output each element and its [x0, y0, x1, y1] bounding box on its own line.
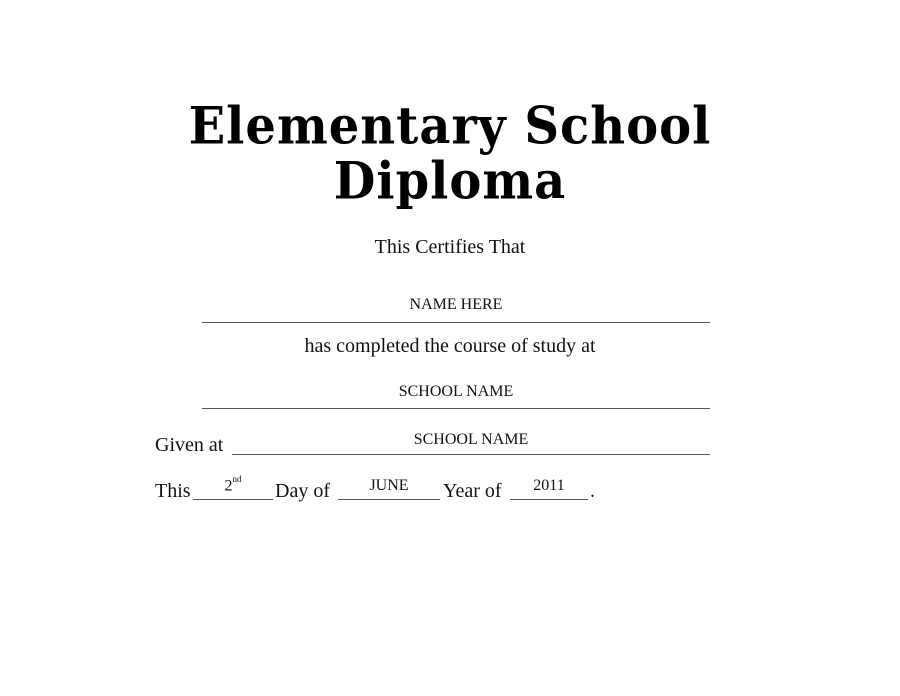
recipient-name: NAME HERE	[409, 296, 503, 313]
day-line	[193, 499, 273, 500]
year-of-label: Year of	[443, 480, 502, 502]
day-number: 2	[224, 477, 233, 495]
month-value: JUNE	[369, 477, 409, 494]
day-of-label: Day of	[275, 480, 330, 502]
diploma-title-line1: Elementary School	[188, 95, 712, 157]
diploma-title-line2: Diploma	[333, 150, 567, 212]
day-value	[193, 476, 273, 495]
certifies-text: This Certifies That	[374, 236, 526, 258]
year-value: 2011	[533, 477, 565, 494]
end-period: .	[590, 480, 595, 502]
school-name: SCHOOL NAME	[398, 383, 514, 400]
this-label: This	[155, 480, 191, 502]
school-name-line	[202, 408, 710, 409]
given-at-school-name: SCHOOL NAME	[413, 431, 529, 448]
month-line	[338, 499, 440, 500]
recipient-name-line	[202, 322, 710, 323]
completed-course-text: has completed the course of study at	[304, 335, 596, 357]
given-at-label: Given at	[155, 434, 224, 456]
year-line	[510, 499, 588, 500]
given-at-line	[232, 454, 710, 455]
day-suffix: nd	[232, 474, 242, 484]
